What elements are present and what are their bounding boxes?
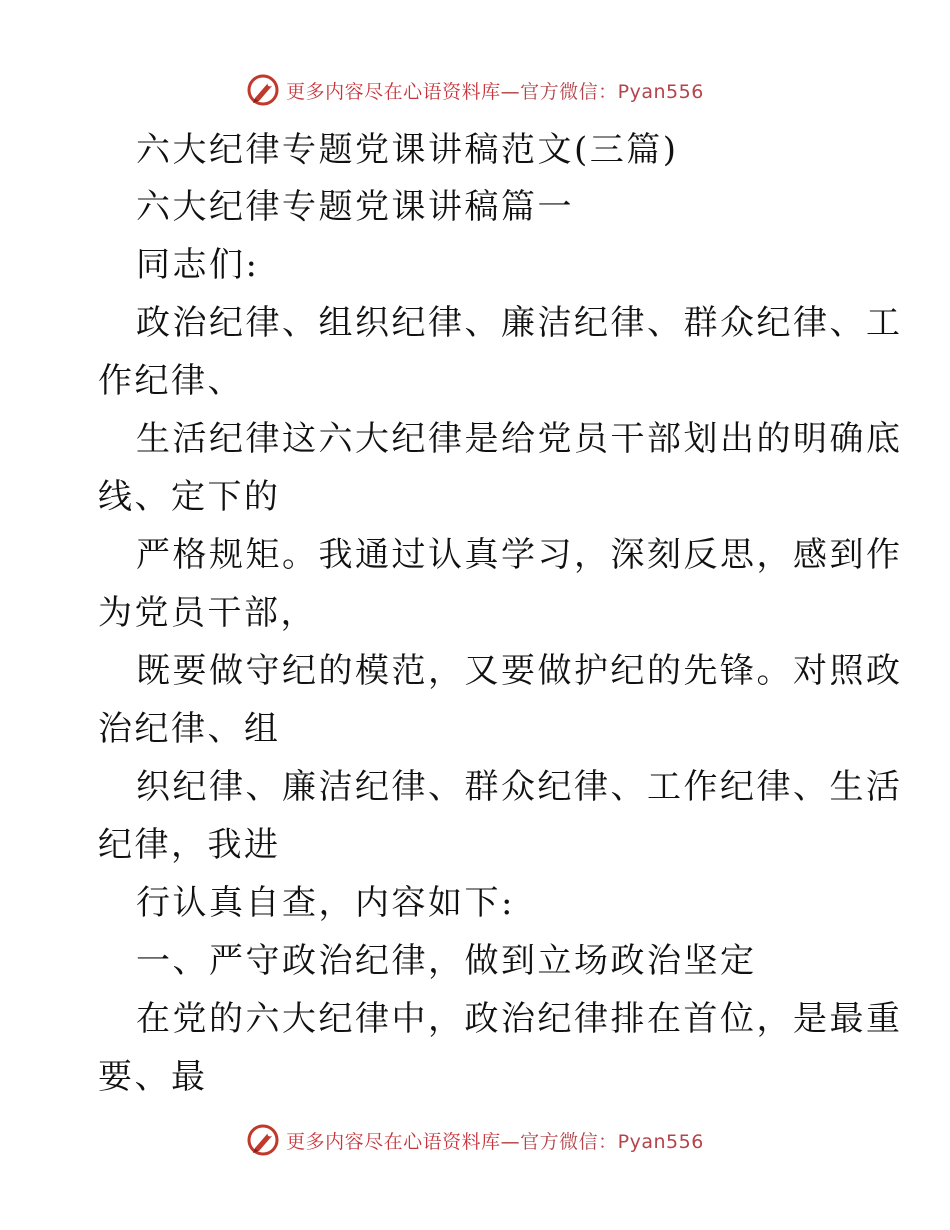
paragraph-line: 既要做守纪的模范，又要做护纪的先锋。对照政 xyxy=(136,651,903,691)
paragraph-line: 要、最 xyxy=(98,1057,208,1097)
paragraph-line: 生活纪律这六大纪律是给党员干部划出的明确底 xyxy=(136,419,903,459)
watermark-text xyxy=(286,77,704,104)
red-pen-logo-icon xyxy=(246,73,280,107)
watermark-brand: 更多内容尽在心语资料库 xyxy=(286,80,501,103)
paragraph-line: 为党员干部， xyxy=(98,593,317,633)
footer-watermark xyxy=(0,1120,950,1160)
paragraph-line: 行认真自查，内容如下: xyxy=(136,883,515,923)
red-pen-logo-icon xyxy=(246,1123,280,1157)
section-heading: 六大纪律专题党课讲稿篇一 xyxy=(136,187,574,227)
watermark-dash: — xyxy=(500,80,521,103)
paragraph-line: 政治纪律、组织纪律、廉洁纪律、群众纪律、工 xyxy=(136,303,903,343)
header-watermark xyxy=(0,70,950,110)
watermark-brand: 更多内容尽在心语资料库 xyxy=(286,1130,501,1153)
document-title: 六大纪律专题党课讲稿范文(三篇) xyxy=(136,130,679,170)
salutation: 同志们: xyxy=(136,245,260,285)
watermark-contact: 官方微信：Pyan556 xyxy=(520,1130,704,1153)
paragraph-line: 在党的六大纪律中，政治纪律排在首位，是最重 xyxy=(136,999,903,1039)
watermark-dash: — xyxy=(500,1130,521,1153)
watermark-contact: 官方微信：Pyan556 xyxy=(520,80,704,103)
paragraph-line: 织纪律、廉洁纪律、群众纪律、工作纪律、生活 xyxy=(136,767,903,807)
paragraph-line: 治纪律、组 xyxy=(98,709,281,749)
paragraph-line: 纪律，我进 xyxy=(98,825,281,865)
watermark-text xyxy=(286,1127,704,1154)
paragraph-line: 严格规矩。我通过认真学习，深刻反思，感到作 xyxy=(136,535,903,575)
paragraph-line: 线、定下的 xyxy=(98,477,281,517)
subsection-heading: 一、严守政治纪律，做到立场政治坚定 xyxy=(136,941,757,981)
paragraph-line: 作纪律、 xyxy=(98,361,244,401)
